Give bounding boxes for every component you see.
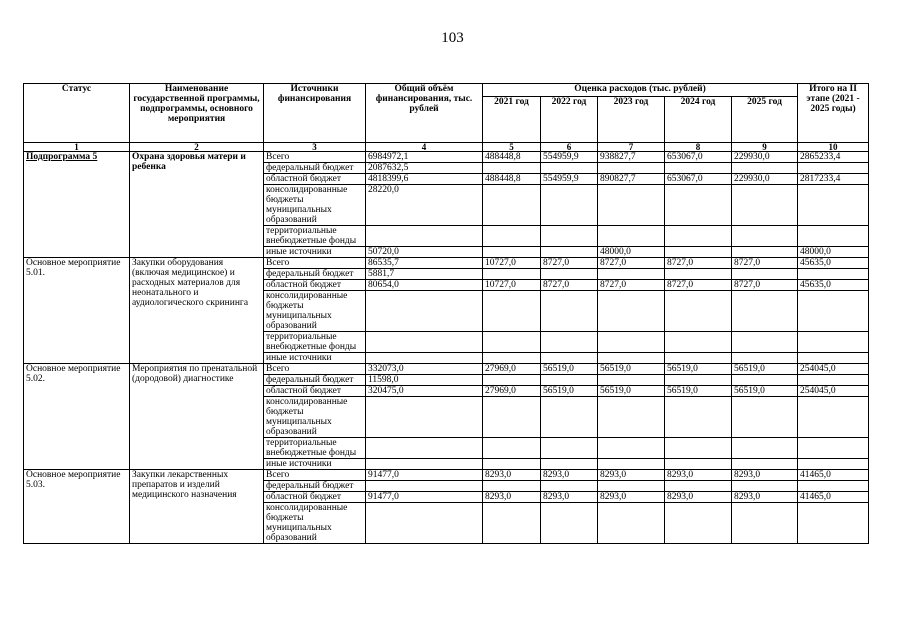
year-cell: 56519,0 xyxy=(665,364,732,375)
column-number: 2 xyxy=(130,143,264,152)
year-cell xyxy=(483,503,541,544)
year-cell xyxy=(483,353,541,364)
stage-total-cell: 254045,0 xyxy=(798,386,869,397)
stage-total-cell: 2865233,4 xyxy=(798,152,869,163)
section-name: Охрана здоровья матери и ребенка xyxy=(130,152,264,258)
year-cell: 8727,0 xyxy=(541,280,598,291)
year-cell xyxy=(541,332,598,353)
total-cell xyxy=(366,332,483,353)
funding-source: иные источники xyxy=(264,459,366,470)
year-cell xyxy=(732,438,798,459)
funding-source: консолидированные бюджеты муниципальных образований xyxy=(264,291,366,332)
column-number: 1 xyxy=(24,143,130,152)
column-number: 9 xyxy=(732,143,798,152)
funding-source: федеральный бюджет xyxy=(264,375,366,386)
section-name: Мероприятия по пренатальной (дородовой) диагностике xyxy=(130,364,264,470)
year-cell: 8727,0 xyxy=(732,280,798,291)
year-cell: 8727,0 xyxy=(598,280,665,291)
funding-source: территориальные внебюджетные фонды xyxy=(264,226,366,247)
total-cell xyxy=(366,503,483,544)
year-cell xyxy=(541,163,598,174)
column-number: 4 xyxy=(366,143,483,152)
total-cell xyxy=(366,438,483,459)
year-cell: 8293,0 xyxy=(665,470,732,481)
total-cell: 6984972,1 xyxy=(366,152,483,163)
stage-total-cell xyxy=(798,163,869,174)
year-cell: 56519,0 xyxy=(598,364,665,375)
funding-source: территориальные внебюджетные фонды xyxy=(264,438,366,459)
stage-total-cell: 45635,0 xyxy=(798,280,869,291)
year-cell xyxy=(483,397,541,438)
year-cell: 27969,0 xyxy=(483,364,541,375)
stage-total-cell: 41465,0 xyxy=(798,470,869,481)
year-cell xyxy=(732,247,798,258)
total-cell xyxy=(366,397,483,438)
year-cell xyxy=(541,353,598,364)
year-cell xyxy=(732,185,798,226)
year-cell: 56519,0 xyxy=(541,386,598,397)
year-cell xyxy=(732,269,798,280)
funding-source: Всего xyxy=(264,258,366,269)
year-cell xyxy=(665,291,732,332)
column-number: 8 xyxy=(665,143,732,152)
total-cell: 91477,0 xyxy=(366,492,483,503)
funding-source: областной бюджет xyxy=(264,492,366,503)
year-cell xyxy=(541,291,598,332)
column-number: 3 xyxy=(264,143,366,152)
stage-total-cell xyxy=(798,375,869,386)
year-cell xyxy=(483,375,541,386)
stage-total-cell xyxy=(798,353,869,364)
funding-source: областной бюджет xyxy=(264,280,366,291)
funding-source: Всего xyxy=(264,470,366,481)
header-status: Статус xyxy=(24,84,130,143)
year-cell xyxy=(541,247,598,258)
year-cell: 48000,0 xyxy=(598,247,665,258)
section-status: Подпрограмма 5 xyxy=(24,152,130,258)
year-cell: 56519,0 xyxy=(732,386,798,397)
total-cell xyxy=(366,353,483,364)
year-cell xyxy=(541,397,598,438)
year-cell: 8293,0 xyxy=(598,492,665,503)
year-cell xyxy=(541,269,598,280)
year-cell: 890827,7 xyxy=(598,174,665,185)
year-cell xyxy=(483,438,541,459)
year-cell xyxy=(541,459,598,470)
year-cell xyxy=(598,503,665,544)
year-cell: 229930,0 xyxy=(732,174,798,185)
year-cell xyxy=(665,332,732,353)
stage-total-cell xyxy=(798,397,869,438)
year-cell: 8727,0 xyxy=(541,258,598,269)
year-cell: 8727,0 xyxy=(665,280,732,291)
year-cell: 56519,0 xyxy=(732,364,798,375)
total-cell: 11598,0 xyxy=(366,375,483,386)
total-cell: 80654,0 xyxy=(366,280,483,291)
section-name: Закупки лекарственных препаратов и изделий медицинского назначения xyxy=(130,470,264,544)
total-cell: 2087632,5 xyxy=(366,163,483,174)
section-status: Основное мероприятие 5.01. xyxy=(24,258,130,364)
total-cell: 50720,0 xyxy=(366,247,483,258)
column-number: 7 xyxy=(598,143,665,152)
year-cell: 56519,0 xyxy=(598,386,665,397)
funding-source: федеральный бюджет xyxy=(264,269,366,280)
year-cell xyxy=(541,185,598,226)
total-cell: 4818399,6 xyxy=(366,174,483,185)
total-cell xyxy=(366,226,483,247)
year-cell: 938827,7 xyxy=(598,152,665,163)
funding-source: территориальные внебюджетные фонды xyxy=(264,332,366,353)
total-cell: 5881,7 xyxy=(366,269,483,280)
year-cell xyxy=(541,438,598,459)
funding-source: консолидированные бюджеты муниципальных образований xyxy=(264,503,366,544)
table-row xyxy=(24,470,869,481)
year-cell xyxy=(541,503,598,544)
year-cell xyxy=(483,332,541,353)
year-cell xyxy=(732,459,798,470)
table-row xyxy=(24,364,869,375)
year-cell xyxy=(541,481,598,492)
header-total: Общий объём финансирования, тыс. рублей xyxy=(366,84,483,143)
year-cell xyxy=(598,269,665,280)
stage-total-cell xyxy=(798,332,869,353)
section-status: Основное мероприятие 5.03. xyxy=(24,470,130,544)
year-cell: 8293,0 xyxy=(483,470,541,481)
year-cell xyxy=(598,438,665,459)
year-cell xyxy=(598,163,665,174)
year-cell: 8293,0 xyxy=(732,492,798,503)
year-cell xyxy=(732,397,798,438)
stage-total-cell xyxy=(798,291,869,332)
year-cell: 8727,0 xyxy=(598,258,665,269)
year-cell: 8293,0 xyxy=(541,492,598,503)
stage-total-cell: 45635,0 xyxy=(798,258,869,269)
stage-total-cell xyxy=(798,269,869,280)
year-cell: 554959,9 xyxy=(541,174,598,185)
funding-source: консолидированные бюджеты муниципальных образований xyxy=(264,397,366,438)
stage-total-cell xyxy=(798,503,869,544)
year-cell: 554959,9 xyxy=(541,152,598,163)
column-number: 10 xyxy=(798,143,869,152)
year-cell xyxy=(598,481,665,492)
funding-source: областной бюджет xyxy=(264,174,366,185)
stage-total-cell xyxy=(798,438,869,459)
year-cell xyxy=(732,226,798,247)
year-cell: 8727,0 xyxy=(665,258,732,269)
stage-total-cell xyxy=(798,459,869,470)
total-cell: 28220,0 xyxy=(366,185,483,226)
year-cell xyxy=(598,459,665,470)
funding-source: федеральный бюджет xyxy=(264,481,366,492)
table-row xyxy=(24,258,869,269)
year-cell xyxy=(665,163,732,174)
total-cell xyxy=(366,481,483,492)
year-cell xyxy=(598,291,665,332)
year-cell xyxy=(483,291,541,332)
table-row xyxy=(24,152,869,163)
year-cell: 653067,0 xyxy=(665,152,732,163)
year-cell: 56519,0 xyxy=(665,386,732,397)
year-cell xyxy=(665,226,732,247)
column-number: 6 xyxy=(541,143,598,152)
stage-total-cell xyxy=(798,185,869,226)
stage-total-cell: 2817233,4 xyxy=(798,174,869,185)
funding-source: консолидированные бюджеты муниципальных образований xyxy=(264,185,366,226)
year-cell xyxy=(483,459,541,470)
page-number: 103 xyxy=(441,30,464,46)
column-number-row xyxy=(24,143,869,152)
year-cell xyxy=(598,185,665,226)
year-cell xyxy=(483,247,541,258)
year-cell xyxy=(665,397,732,438)
year-cell xyxy=(483,269,541,280)
year-cell xyxy=(665,438,732,459)
funding-source: иные источники xyxy=(264,353,366,364)
header-year: 2021 год xyxy=(483,97,541,143)
year-cell xyxy=(541,375,598,386)
year-cell: 229930,0 xyxy=(732,152,798,163)
year-cell xyxy=(598,353,665,364)
year-cell xyxy=(665,269,732,280)
year-cell xyxy=(541,226,598,247)
year-cell xyxy=(665,481,732,492)
funding-source: федеральный бюджет xyxy=(264,163,366,174)
year-cell xyxy=(598,226,665,247)
section-name: Закупки оборудования (включая медицинское) и расходных материалов для неонатального и аудиологического скрининга xyxy=(130,258,264,364)
stage-total-cell: 41465,0 xyxy=(798,492,869,503)
funding-source: областной бюджет xyxy=(264,386,366,397)
year-cell xyxy=(665,353,732,364)
header-year: 2022 год xyxy=(541,97,598,143)
year-cell xyxy=(732,503,798,544)
year-cell xyxy=(732,291,798,332)
total-cell xyxy=(366,459,483,470)
year-cell: 56519,0 xyxy=(541,364,598,375)
year-cell xyxy=(598,375,665,386)
year-cell xyxy=(732,353,798,364)
stage-total-cell: 254045,0 xyxy=(798,364,869,375)
total-cell: 86535,7 xyxy=(366,258,483,269)
year-cell xyxy=(598,332,665,353)
stage-total-cell xyxy=(798,226,869,247)
year-cell xyxy=(665,375,732,386)
year-cell xyxy=(483,163,541,174)
year-cell: 8293,0 xyxy=(598,470,665,481)
year-cell xyxy=(665,247,732,258)
header-year: 2023 год xyxy=(598,97,665,143)
year-cell: 8727,0 xyxy=(732,258,798,269)
year-cell: 653067,0 xyxy=(665,174,732,185)
year-cell xyxy=(732,375,798,386)
total-cell: 91477,0 xyxy=(366,470,483,481)
stage-total-cell: 48000,0 xyxy=(798,247,869,258)
header-year: 2025 год xyxy=(732,97,798,143)
year-cell xyxy=(732,332,798,353)
header-sources: Источники финансирования xyxy=(264,84,366,143)
year-cell xyxy=(665,503,732,544)
year-cell: 8293,0 xyxy=(665,492,732,503)
year-cell xyxy=(598,397,665,438)
funding-source: Всего xyxy=(264,364,366,375)
year-cell xyxy=(483,226,541,247)
section-status: Основное мероприятие 5.02. xyxy=(24,364,130,470)
total-cell: 332073,0 xyxy=(366,364,483,375)
total-cell xyxy=(366,291,483,332)
column-number: 5 xyxy=(483,143,541,152)
year-cell xyxy=(732,481,798,492)
year-cell xyxy=(483,481,541,492)
header-name: Наименование государственной программы, подпрограммы, основного мероприятия xyxy=(130,84,264,143)
year-cell: 10727,0 xyxy=(483,280,541,291)
budget-table xyxy=(23,83,869,544)
year-cell xyxy=(483,185,541,226)
year-cell: 8293,0 xyxy=(483,492,541,503)
year-cell: 488448,8 xyxy=(483,152,541,163)
year-cell xyxy=(665,459,732,470)
year-cell: 27969,0 xyxy=(483,386,541,397)
total-cell: 320475,0 xyxy=(366,386,483,397)
year-cell: 8293,0 xyxy=(732,470,798,481)
year-cell xyxy=(732,163,798,174)
year-cell: 10727,0 xyxy=(483,258,541,269)
year-cell xyxy=(665,185,732,226)
funding-source: иные источники xyxy=(264,247,366,258)
stage-total-cell xyxy=(798,481,869,492)
header-stage-total: Итого на II этапе (2021 - 2025 годы) xyxy=(798,84,869,143)
header-year: 2024 год xyxy=(665,97,732,143)
header-estimate: Оценка расходов (тыс. рублей) xyxy=(483,84,798,97)
year-cell: 488448,8 xyxy=(483,174,541,185)
year-cell: 8293,0 xyxy=(541,470,598,481)
funding-source: Всего xyxy=(264,152,366,163)
